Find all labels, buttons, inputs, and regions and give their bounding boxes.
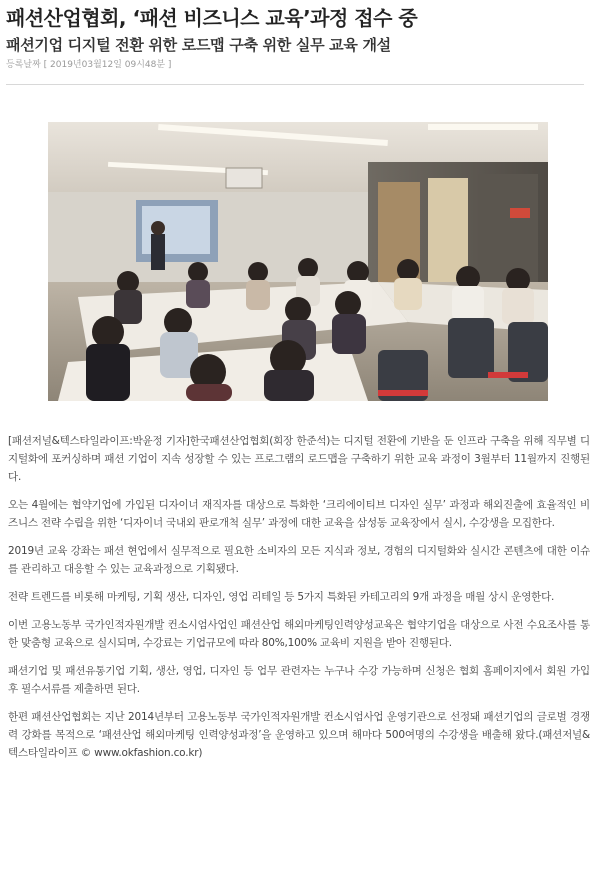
header-divider [6,84,584,85]
article-paragraph: 전략 트렌드를 비롯해 마케팅, 기획 생산, 디자인, 영업 리테일 등 5가지 특화된 카테고리의 9개 과정을 매월 상시 운영한다. [8,591,555,603]
article-subtitle: 패션기업 디지털 전환 위한 로드맵 구축 위한 실무 교육 개설 [6,36,391,54]
article-body [8,432,590,772]
article-paragraph: 2019년 교육 강좌는 패션 현업에서 실무적으로 필요한 소비자의 모든 지식과 정보, 경험의 디지털화와 실시간 콘텐츠에 대한 이슈를 관리하고 대응할 수 있는 교육과정으로 기획됐다. [8,545,590,575]
classroom-photo-illustration [48,122,548,401]
article-paragraph: 오는 4월에는 협약기업에 가입된 디자이너 재직자를 대상으로 특화한 ‘크리에이티브 디자인 실무’ 과정과 해외진출에 효율적인 비즈니스 전략 수립을 위한 ‘디자이너 국내외 판로개척 실무’ 과정에 대한 교육을 삼성동 교육장에서 실시, 수강생을 모집한다. [8,499,590,529]
article-paragraph: 이번 고용노동부 국가인적자원개발 컨소시엄사업인 패션산업 해외마케팅인력양성교육은 협약기업을 대상으로 사전 수요조사를 통한 맞춤형 교육으로 실시되며, 수강료는 기업규모에 따라 80%,100% 교육비 지원을 받아 진행된다. [8,619,590,649]
article-paragraph: 한편 패션산업협회는 지난 2014년부터 고용노동부 국가인적자원개발 컨소시엄사업 운영기관으로 선정돼 패션기업의 글로벌 경쟁력 강화를 목적으로 ‘패션산업 해외마케팅 인력양성과정’을 운영하고 있으며 해마다 500여명의 수강생을 배출해 왔다.(패션저널&텍스타일라이프 © www.okfashion.co.kr) [8,711,590,759]
article-paragraph: 패션기업 및 패션유통기업 기획, 생산, 영업, 디자인 등 업무 관련자는 누구나 수강 가능하며 신청은 협회 홈페이지에서 회원 가입 후 필수서류를 제출하면 된다. [8,665,590,695]
article-paragraph: [패션저널&텍스타일라이프:박윤정 기자]한국패션산업협회(회장 한준석)는 디지털 전환에 기반을 둔 인프라 구축을 위해 직무별 디지털화에 포커싱하며 패션 기업이 지속 성장할 수 있는 프로그램의 로드맵을 구축하기 위한 교육 과정이 3월부터 11월까지 진행된다. [8,435,590,483]
article-photo [48,122,548,401]
article-title: 패션산업협회, ‘패션 비즈니스 교육’과정 접수 중 [6,6,418,30]
article-meta [6,59,171,71]
date-value: [ 2019년03월12일 09시48분 ] [43,60,172,70]
date-label: 등록날짜 [6,60,41,70]
